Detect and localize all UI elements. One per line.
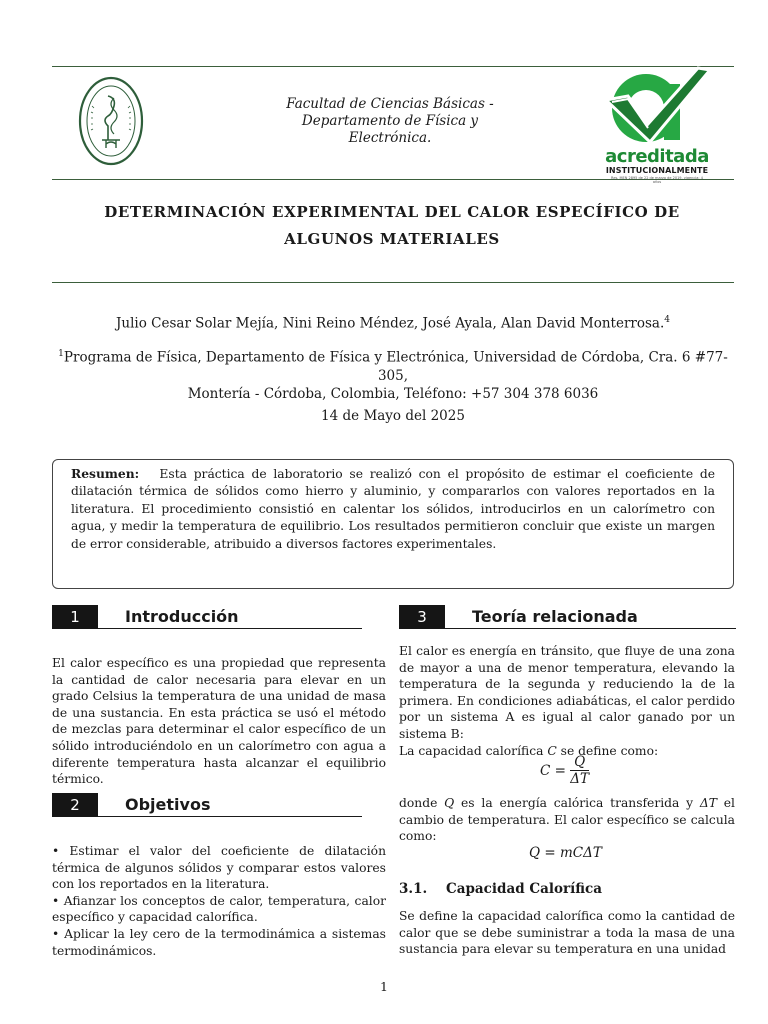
list-item: • Estimar el valor del coeficiente de dilatación térmica de algunos sólidos y comparar estos valores con los reportados en la literatura. (52, 844, 386, 892)
section-title: Introducción (125, 607, 239, 626)
faculty-name (280, 96, 500, 147)
subsection-heading (399, 881, 602, 897)
math-var: ΔT (699, 796, 717, 810)
theory-text: el cambio de temperatura. El calor específico se calcula como: (399, 796, 735, 844)
theory-text: se define como: (556, 743, 659, 758)
section-number: 1 (52, 605, 98, 629)
section-title: Objetivos (125, 795, 211, 814)
section-rule (98, 628, 362, 629)
abstract-text: Esta práctica de laboratorio se realizó con el propósito de estimar el coeficiente de dilatación térmica de sólidos como hierro y aluminio, y compararlos con valores reportados en la literatura. El procedimiento consistió en calentar los sólidos, introducirlos en un calorímetro con agua, y medir la temperatura de equilibrio. Los resultados permitieron concluir que existe un margen de error considerable, atribuido a diversos factores experimentales. (71, 467, 715, 551)
fraction-numerator: Q (570, 755, 589, 771)
section-header-theory (399, 605, 736, 629)
page-number: 1 (380, 979, 388, 994)
accreditation-fine-print: Res. MEN 2895 de 22 de marzo de 2019, vigencia: 4 años (611, 176, 703, 184)
theory-text: es la energía calórica transferida y (454, 796, 700, 810)
faculty-line: Electrónica. (348, 130, 432, 146)
header (52, 66, 734, 184)
affiliation-superscript: 1 (58, 349, 64, 359)
accreditation-word: acreditada (605, 146, 709, 167)
affiliation-line: Montería - Córdoba, Colombia, Teléfono: +57 304 378 6036 (187, 385, 599, 402)
fraction-denominator: ΔT (570, 771, 589, 787)
accreditation-subtitle: INSTITUCIONALMENTE (605, 166, 709, 175)
university-seal-icon (78, 76, 144, 166)
theory-text: donde (399, 796, 445, 810)
affiliation-line: Programa de Física, Departamento de Física y Electrónica, Universidad de Córdoba, Cra. 6 #77-305, (63, 349, 728, 384)
section-rule (445, 628, 736, 629)
subsection-number: 3.1. (399, 881, 428, 897)
equation-specific-heat: Q = mCΔT (529, 845, 602, 861)
list-item: • Aplicar la ley cero de la termodinámica a sistemas termodinámicos. (52, 926, 386, 958)
math-var: Q (444, 796, 455, 810)
theory-paragraph-2 (399, 795, 735, 845)
section-header-objectives (52, 793, 362, 817)
section-header-intro (52, 605, 362, 629)
paper-title (60, 199, 724, 253)
section-rule (98, 816, 362, 817)
intro-paragraph: El calor específico es una propiedad que representa la cantidad de calor necesaria para elevar en un grado Celsius la temperatura de una unidad de masa de una sustancia. En esta práctica se usó el método de mezclas para determinar el calor específico de un sólido introduciéndolo en un calorímetro con agua a diferente temperatura hasta alcanzar el equilibrio térmico. (52, 656, 386, 787)
math-var: C (547, 743, 557, 758)
header-bottom-rule (52, 179, 734, 180)
publication-date: 14 de Mayo del 2025 (321, 408, 465, 424)
title-line: DETERMINACIÓN EXPERIMENTAL DEL CALOR ESPECÍFICO DE (104, 203, 680, 221)
title-line: ALGUNOS MATERIALES (284, 230, 500, 248)
affiliation (52, 345, 734, 403)
section-number: 3 (399, 605, 445, 629)
faculty-line: Departamento de Física y (301, 113, 479, 129)
section-number: 2 (52, 793, 98, 817)
author-superscript: 4 (664, 315, 670, 325)
section-title: Teoría relacionada (472, 607, 638, 626)
equation-lhs: C = (540, 763, 566, 779)
subsection-paragraph: Se define la capacidad calorífica como la cantidad de calor que se debe suministrar a toda la masa de una sustancia para elevar su temperatura en una unidad (399, 909, 735, 957)
theory-paragraph-1 (399, 643, 735, 759)
objectives-list (52, 843, 386, 959)
theory-text: La capacidad calorífica (399, 743, 548, 758)
subsection-title: Capacidad Calorífica (446, 881, 603, 897)
equation-fraction (570, 755, 589, 787)
author-list: Julio Cesar Solar Mejía, Nini Reino Méndez, José Ayala, Alan David Monterrosa. (115, 315, 665, 332)
abstract-box (52, 459, 734, 589)
equation-heat-capacity (540, 755, 589, 787)
list-item: • Afianzar los conceptos de calor, temperatura, calor específico y capacidad calorífica. (52, 893, 386, 925)
abstract-label: Resumen: (71, 466, 140, 481)
title-rule (52, 282, 734, 283)
theory-text: El calor es energía en tránsito, que fluye de una zona de mayor a una de menor temperatura, elevando la temperatura de la segunda y reduciendo la de la primera. En condiciones adiabáticas, el calor perdido por un sistema A es igual al calor ganado por un sistema B: (399, 644, 735, 741)
authors (52, 315, 734, 332)
faculty-line: Facultad de Ciencias Básicas - (286, 96, 494, 112)
